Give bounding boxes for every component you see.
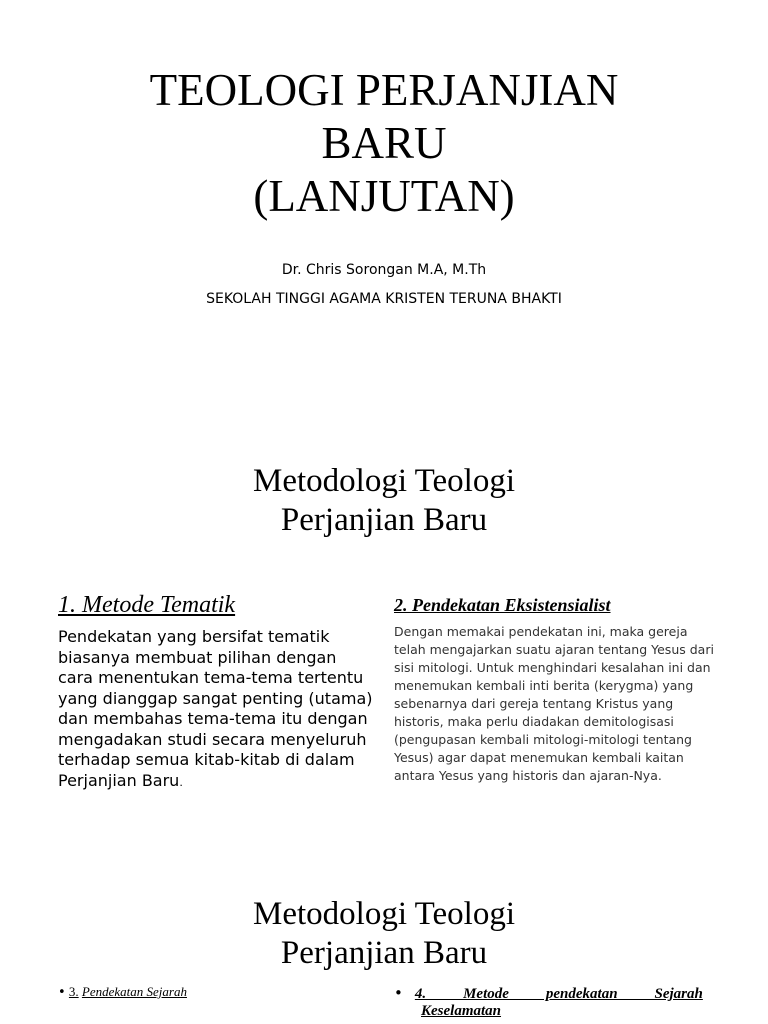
bullet-number: 3. [68,984,79,999]
bullet-dot: • [58,985,66,1000]
thematic-method-text: Pendekatan yang bersifat tematik biasanya membuat pilihan dengan cara menentukan tema-tema tertentu yang dianggap sangat penting (utama) dan membahas tema-tema itu dengan mengadakan studi secara menyeluruh terhadap semua kitab-kitab di dalam Perjanjian Baru [58,627,373,790]
bullet-dot: • [394,984,403,1002]
thematic-method-heading: 1. Metode Tematik [58,592,236,618]
section-title-line-2: Perjanjian Baru [280,935,488,971]
title-line-2: BARU [321,118,447,168]
bullet-label: Pendekatan Sejarah [81,984,187,999]
bullet-text-line-1: 4. Metode pendekatan Sejarah [414,986,703,1002]
title-slide [0,0,768,420]
thematic-method-body [58,627,374,793]
section-title-line-1: Metodologi Teologi [253,896,515,932]
methodology-slide-1 [0,420,768,860]
section-title-line-2: Perjanjian Baru [280,502,488,538]
bullet-historical-approach [58,984,187,1000]
bullet-salvation-history-method [394,984,712,1020]
section-title [84,462,684,540]
section-title [84,895,684,973]
existentialist-approach-heading: 2. Pendekatan Eksistensialist [394,595,611,615]
bullet-text-line-2: Keselamatan [421,1003,502,1019]
methodology-slide-2 [0,860,768,1024]
existentialist-approach-body: Dengan memakai pendekatan ini, maka gereja telah mengajarkan suatu ajaran tentang Yesus dari sisi mitologi. Untuk menghindari kesalahan ini dan menemukan kembali inti berita (kerygma) yang sebenarnya dari gereja tentang Kristus yang historis, maka perlu diadakan demitologisasi (pengupasan kembali mitologi-mitologi tentang Yesus) agar dapat menemukan kembali kaitan antara Yesus yang historis dan ajaran-Nya. [394,624,714,783]
title-line-3: (LANJUTAN) [253,171,515,221]
institution-name: SEKOLAH TINGGI AGAMA KRISTEN TERUNA BHAKTI [206,291,562,307]
thematic-method-period: . [179,775,183,789]
title-line-1: TEOLOGI PERJANJIAN [149,65,619,115]
presentation-title [84,64,684,223]
section-title-line-1: Metodologi Teologi [253,463,515,499]
author-name: Dr. Chris Sorongan M.A, M.Th [281,262,487,278]
